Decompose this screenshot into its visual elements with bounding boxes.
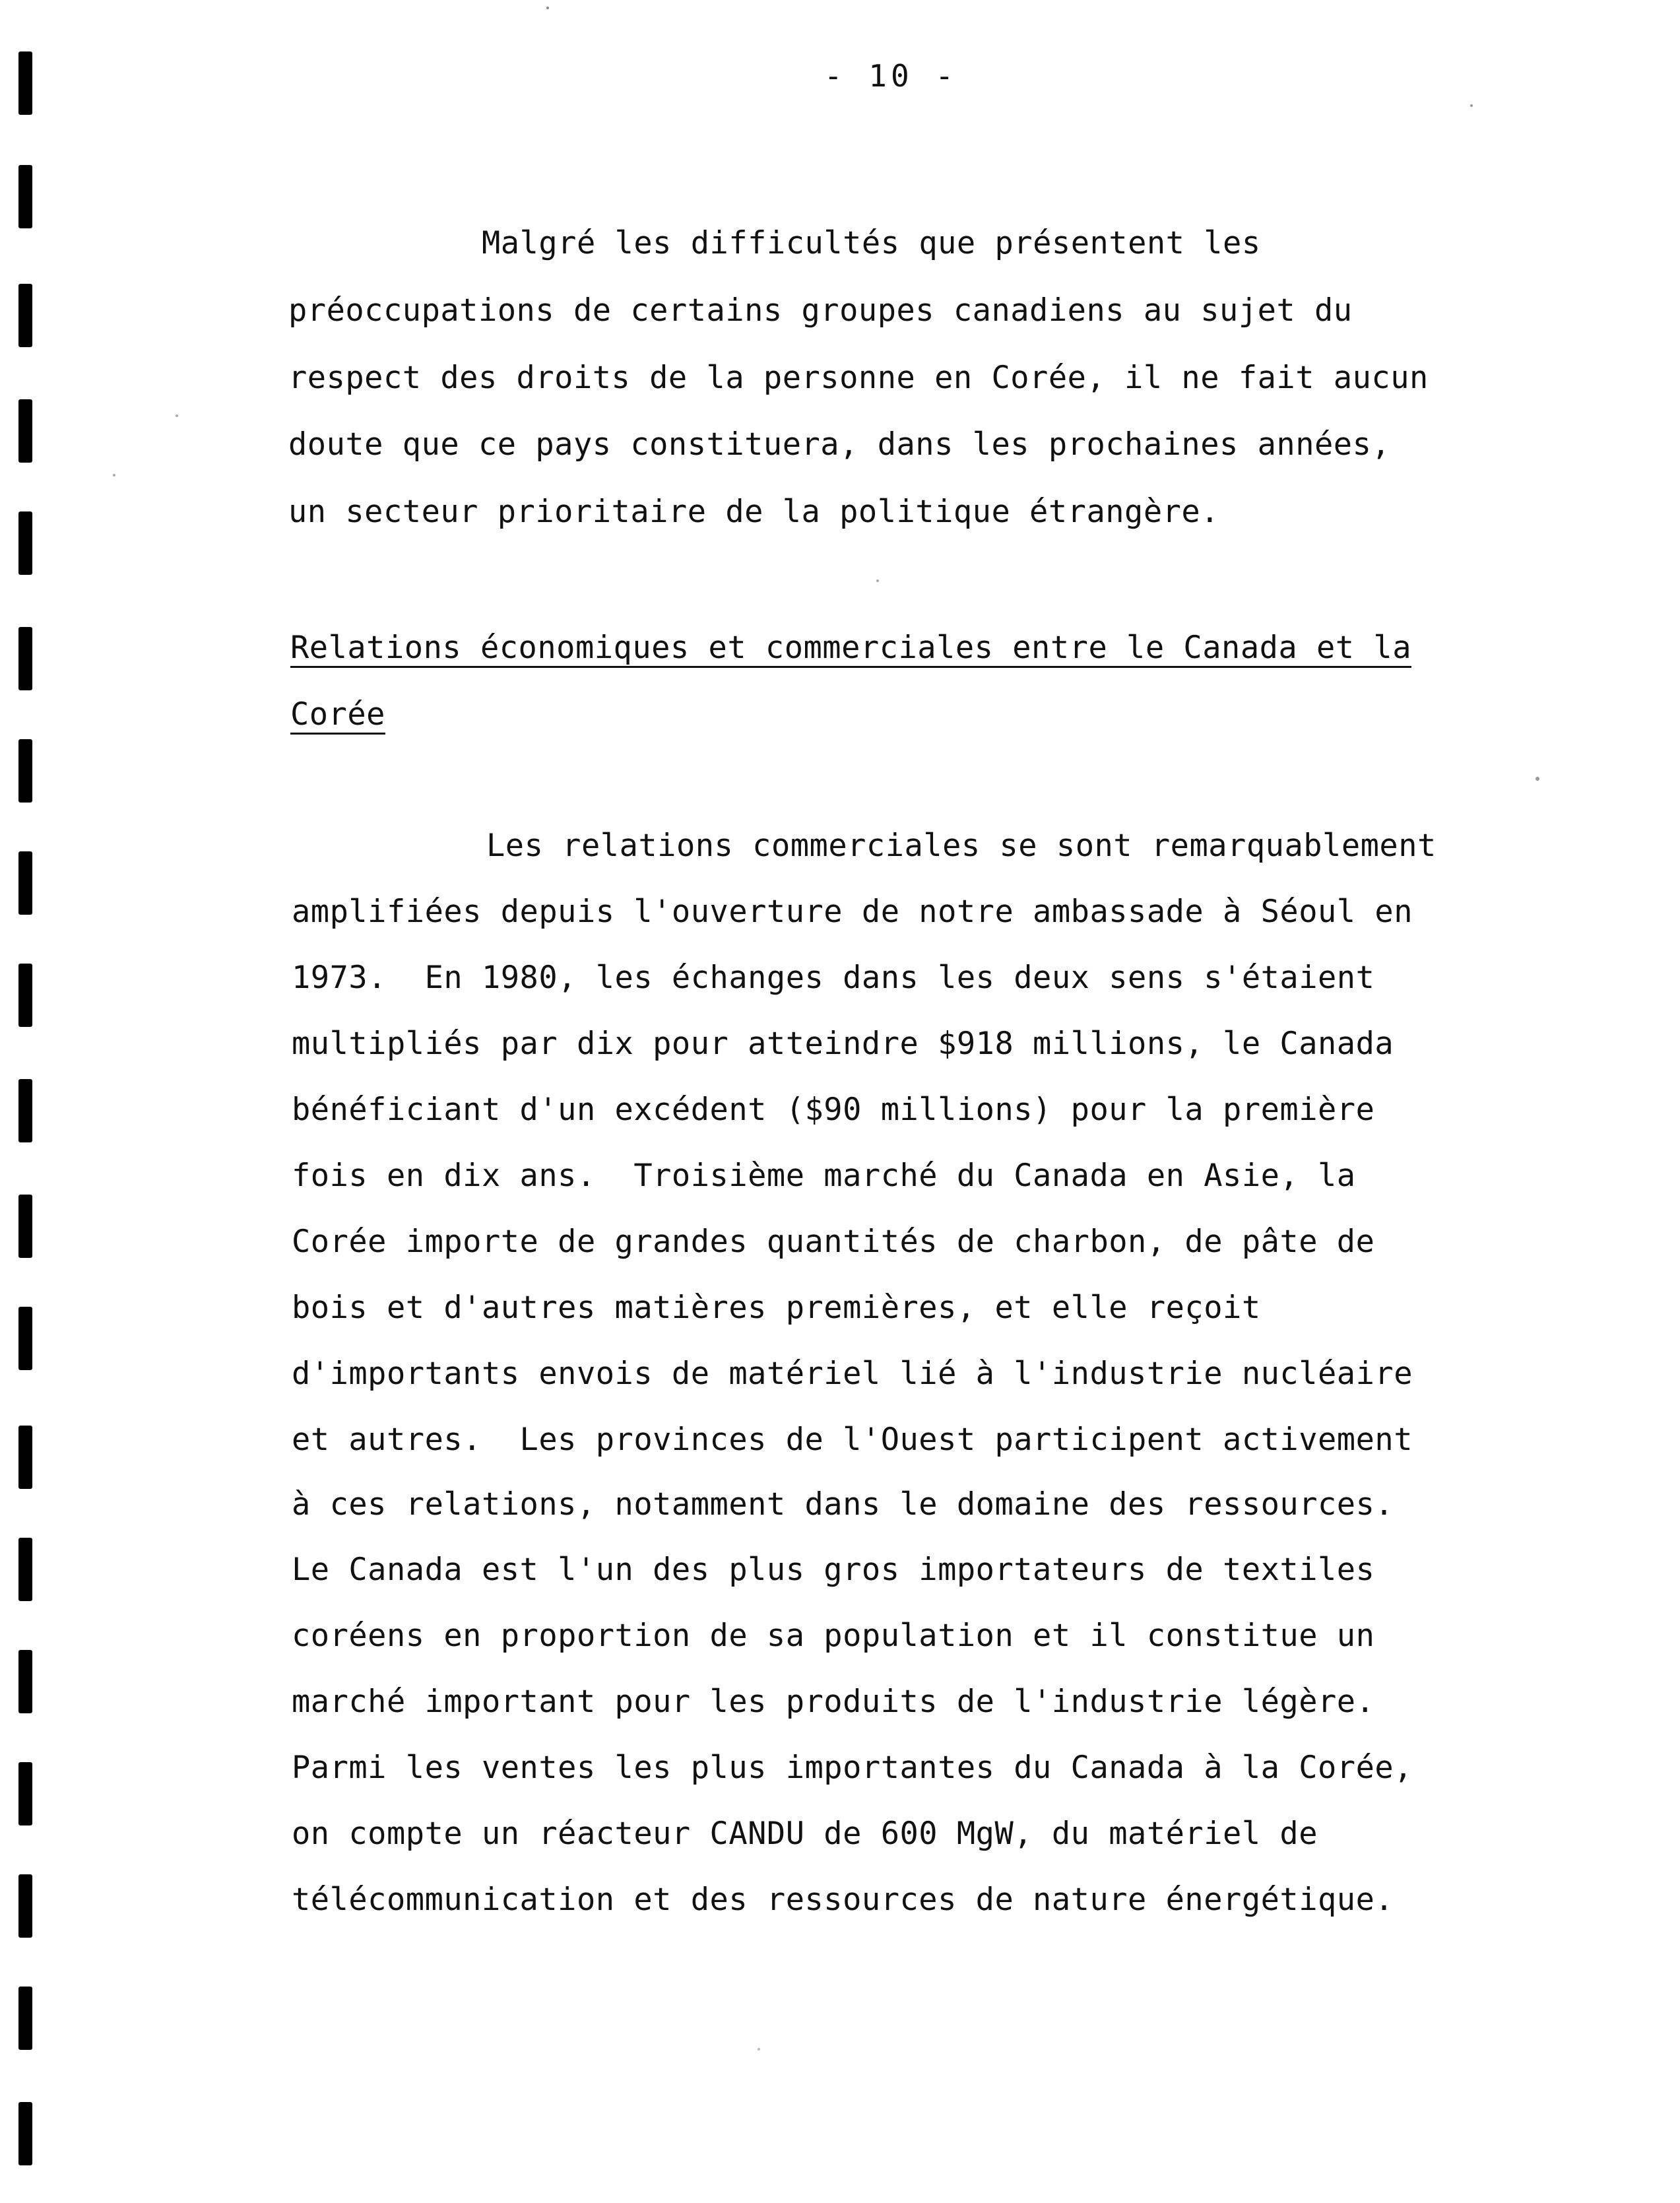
paragraph-2-line: Corée importe de grandes quantités de charbon, de pâte de	[292, 1224, 1375, 1260]
binding-mark	[18, 1079, 32, 1142]
paragraph-2-line: Parmi les ventes les plus importantes du Canada à la Corée,	[292, 1750, 1413, 1786]
binding-mark	[18, 1650, 32, 1713]
binding-mark	[18, 1987, 32, 2050]
binding-mark	[18, 964, 32, 1027]
paragraph-1-line: préoccupations de certains groupes canadiens au sujet du	[288, 292, 1353, 329]
paragraph-1-line: Malgré les difficultés que présentent les	[482, 225, 1261, 261]
binding-mark	[18, 399, 32, 463]
paragraph-1-line: doute que ce pays constituera, dans les prochaines années,	[288, 426, 1391, 463]
section-heading-line: Corée	[290, 696, 385, 733]
paragraph-2-line: et autres. Les provinces de l'Ouest participent activement	[292, 1422, 1413, 1458]
paragraph-2-line: amplifiées depuis l'ouverture de notre ambassade à Séoul en	[292, 894, 1413, 930]
paragraph-2-line: à ces relations, notamment dans le domaine des ressources.	[292, 1486, 1394, 1523]
paragraph-1-line: respect des droits de la personne en Corée, il ne fait aucun	[288, 360, 1429, 396]
binding-mark	[18, 165, 32, 228]
paragraph-2-line: Les relations commerciales se sont remarquablement	[486, 828, 1437, 864]
binding-mark	[18, 1874, 32, 1938]
binding-mark	[18, 1426, 32, 1489]
binding-mark	[18, 627, 32, 690]
binding-mark	[18, 851, 32, 915]
binding-mark	[18, 1195, 32, 1258]
paragraph-1-line: un secteur prioritaire de la politique étrangère.	[288, 494, 1220, 530]
paragraph-2-line: bois et d'autres matières premières, et elle reçoit	[292, 1290, 1261, 1326]
binding-mark	[18, 739, 32, 803]
paragraph-2-line: télécommunication et des ressources de nature énergétique.	[292, 1882, 1394, 1918]
binding-mark	[18, 284, 32, 347]
paragraph-2-line: 1973. En 1980, les échanges dans les deux sens s'étaient	[292, 960, 1375, 996]
binding-mark	[18, 1538, 32, 1601]
binding-mark	[18, 51, 32, 115]
paragraph-2-line: bénéficiant d'un excédent ($90 millions) pour la première	[292, 1092, 1375, 1128]
binding-mark	[18, 2102, 32, 2165]
binding-mark	[18, 1762, 32, 1825]
paragraph-2-line: d'importants envois de matériel lié à l'industrie nucléaire	[292, 1356, 1413, 1392]
paragraph-2-line: on compte un réacteur CANDU de 600 MgW, du matériel de	[292, 1816, 1318, 1852]
paragraph-2-line: Le Canada est l'un des plus gros importateurs de textiles	[292, 1552, 1375, 1588]
section-heading-line: Relations économiques et commerciales entre le Canada et la	[290, 630, 1411, 666]
paragraph-2-line: coréens en proportion de sa population et il constitue un	[292, 1618, 1375, 1654]
paragraph-2-line: fois en dix ans. Troisième marché du Canada en Asie, la	[292, 1158, 1356, 1194]
paragraph-2-line: multipliés par dix pour atteindre $918 millions, le Canada	[292, 1026, 1394, 1062]
binding-mark	[18, 511, 32, 575]
binding-margin-marks	[18, 0, 34, 2203]
paragraph-2-line: marché important pour les produits de l'industrie légère.	[292, 1684, 1375, 1720]
page-number: - 10 -	[824, 58, 958, 94]
binding-mark	[18, 1307, 32, 1370]
